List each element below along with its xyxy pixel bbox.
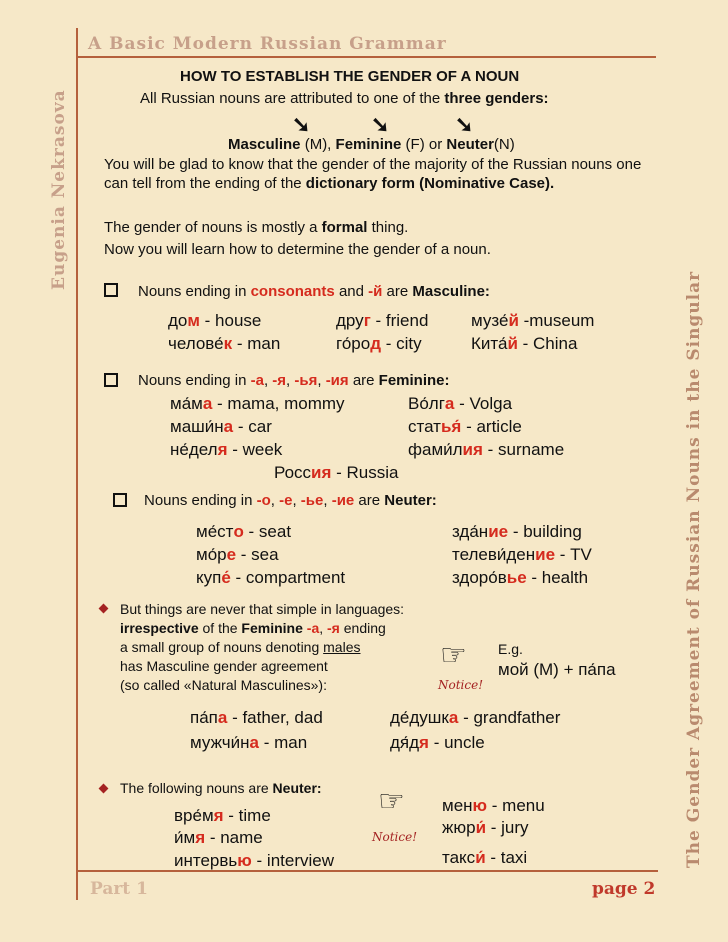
- gender-m-abbr: (M),: [300, 136, 336, 153]
- neuter-intro-bold: Neuter:: [272, 780, 322, 796]
- word-entry: [471, 311, 594, 331]
- learn-line: Now you will learn how to determine the gender of a noun.: [104, 241, 491, 258]
- word-stem: вре́м: [174, 806, 214, 825]
- word-ending: и́: [475, 818, 487, 837]
- exception-text: of the: [198, 620, 242, 636]
- word-stem: ма́м: [170, 394, 203, 413]
- word-stem: жюр: [442, 818, 476, 837]
- word-stem: здоро́в: [452, 568, 507, 587]
- intro-text: All Russian nouns are attributed to one of the: [140, 90, 445, 107]
- word-stem: интервь: [174, 851, 238, 870]
- word-stem: дру: [336, 311, 364, 330]
- word-gloss: - health: [526, 568, 589, 587]
- word-gloss: - mama, mommy: [212, 394, 345, 413]
- frame-top-line: [76, 56, 656, 58]
- word-ending: м: [187, 311, 200, 330]
- word-gloss: - TV: [555, 545, 592, 564]
- word-stem: дя́д: [390, 733, 420, 752]
- word-stem: де́душк: [390, 708, 449, 727]
- word-stem: музе́: [471, 311, 509, 330]
- rule-text: are: [348, 372, 379, 389]
- neuter-list-intro: [120, 779, 322, 798]
- word-gloss: - sea: [236, 545, 279, 564]
- word-entry: [170, 394, 345, 414]
- word-gloss: - week: [227, 440, 283, 459]
- word-gloss: - city: [381, 334, 422, 353]
- word-gloss: - uncle: [428, 733, 485, 752]
- word-gloss: - man: [232, 334, 281, 353]
- word-ending: ия: [311, 463, 332, 482]
- word-stem: ме́ст: [196, 522, 234, 541]
- word-entry: [170, 417, 272, 437]
- word-entry: [442, 796, 545, 816]
- word-gloss: - seat: [243, 522, 292, 541]
- rule-text: Nouns ending in: [138, 372, 251, 389]
- word-gloss: - car: [233, 417, 272, 436]
- word-entry: [168, 334, 280, 354]
- word-stem: Кита́: [471, 334, 508, 353]
- page-number: page 2: [592, 879, 656, 899]
- word-ending: ие: [535, 545, 556, 564]
- book-title: A Basic Modern Russian Grammar: [88, 34, 447, 54]
- word-ending: ю: [472, 796, 488, 815]
- frame-bottom-line: [76, 870, 658, 872]
- word-stem: такс: [442, 848, 476, 867]
- word-entry: [174, 851, 334, 871]
- word-ending: ие: [488, 522, 509, 541]
- gender-f-abbr: (F) or: [401, 136, 447, 153]
- word-stem: до: [168, 311, 188, 330]
- exception-bold: irrespective: [120, 620, 199, 636]
- word-ending: й: [508, 311, 519, 330]
- word-stem: и́м: [174, 828, 196, 847]
- rule-ending: -ие: [331, 492, 355, 509]
- word-ending: а: [223, 417, 234, 436]
- arrow-down-icon: ➘: [371, 112, 390, 137]
- example-phrase: мой (М) + па́па: [498, 660, 616, 679]
- exception-line-1: But things are never that simple in languages:: [120, 601, 405, 617]
- rule-ending: -я: [272, 372, 287, 389]
- side-chapter-title: The Gender Agreement of Russian Nouns in the Singular: [684, 270, 704, 868]
- rule-gender: Feminine:: [378, 372, 450, 389]
- word-ending: е: [226, 545, 237, 564]
- word-gloss: - grandfather: [458, 708, 561, 727]
- example-label: E.g.: [498, 641, 523, 657]
- word-gloss: - father, dad: [227, 708, 323, 727]
- word-stem: маши́н: [170, 417, 224, 436]
- word-gloss: - name: [205, 828, 263, 847]
- word-stem: куп: [196, 568, 222, 587]
- rule-text: ,: [286, 372, 295, 389]
- word-entry: [442, 818, 529, 838]
- word-entry: [442, 848, 527, 868]
- word-stem: стат: [408, 417, 441, 436]
- rule-gender: Masculine:: [412, 283, 490, 300]
- word-entry: [336, 334, 422, 354]
- author-name: Eugenia Nekrasova: [49, 89, 69, 290]
- word-ending: ье: [506, 568, 527, 587]
- intro-paragraph: [104, 155, 649, 193]
- exception-bold: Feminine: [241, 620, 303, 636]
- word-entry: [168, 311, 261, 331]
- formal-text: The gender of nouns is mostly a: [104, 219, 322, 236]
- exception-text: ,: [319, 620, 328, 636]
- rule-ending: -й: [368, 283, 383, 300]
- word-ending: г: [363, 311, 371, 330]
- rule-text: are: [382, 283, 413, 300]
- word-stem: Во́лг: [408, 394, 445, 413]
- rule-text: ,: [317, 372, 326, 389]
- word-ending: д: [370, 334, 381, 353]
- word-entry: [196, 522, 291, 542]
- exception-text: a small group of nouns denoting: [120, 639, 324, 655]
- exception-line-5: (so called «Natural Masculines»):: [120, 677, 327, 693]
- exception-line-4: has Masculine gender agreement: [120, 658, 328, 674]
- word-gloss: - taxi: [485, 848, 528, 867]
- word-gloss: - building: [508, 522, 582, 541]
- notice-label: Notice!: [438, 678, 484, 692]
- word-gloss: - Volga: [454, 394, 513, 413]
- word-ending: и́: [475, 848, 486, 867]
- notice-label: Notice!: [372, 830, 418, 844]
- rule-ending: consonants: [250, 283, 335, 300]
- feminine-rule: [138, 371, 450, 390]
- formal-tail: thing.: [367, 219, 409, 236]
- neuter-rule: [144, 491, 437, 510]
- word-stem: не́дел: [170, 440, 218, 459]
- word-stem: го́ро: [336, 334, 371, 353]
- checkbox-icon: [104, 283, 118, 297]
- word-gloss: - jury: [486, 818, 529, 837]
- gender-neuter: Neuter: [446, 136, 494, 153]
- intro-line: [140, 89, 549, 108]
- word-entry: [336, 311, 428, 331]
- rule-text: are: [354, 492, 385, 509]
- section-heading: HOW TO ESTABLISH THE GENDER OF A NOUN: [180, 68, 520, 85]
- word-gloss: - compartment: [230, 568, 346, 587]
- pointing-hand-icon: ☞: [440, 639, 467, 672]
- word-stem: Росс: [274, 463, 312, 482]
- diamond-bullet-icon: [99, 604, 109, 614]
- arrow-down-right-icon: ➘: [455, 112, 474, 137]
- rule-text: Nouns ending in: [138, 283, 251, 300]
- intro-bold: three genders:: [444, 90, 549, 107]
- word-stem: па́п: [190, 708, 218, 727]
- word-gloss: - surname: [482, 440, 565, 459]
- neuter-intro-text: The following nouns are: [120, 780, 273, 796]
- word-ending: е́: [221, 568, 231, 587]
- word-ending: ю: [237, 851, 252, 870]
- paragraph-text: You will be glad to know that the gender of the majority of the Russian nouns one can tell from the ending of the: [104, 156, 642, 192]
- paragraph-bold: dictionary form (Nominative Case).: [305, 175, 555, 192]
- word-entry: [174, 828, 263, 848]
- word-gloss: - Russia: [331, 463, 399, 482]
- pointing-hand-icon: ☞: [378, 785, 405, 818]
- word-gloss: - house: [199, 311, 262, 330]
- word-gloss: - man: [258, 733, 308, 752]
- checkbox-icon: [104, 373, 118, 387]
- word-ending: я: [195, 828, 206, 847]
- word-stem: телеви́ден: [452, 545, 536, 564]
- word-entry: [170, 440, 282, 460]
- word-ending: к: [223, 334, 233, 353]
- word-stem: мен: [442, 796, 473, 815]
- checkbox-icon: [113, 493, 127, 507]
- word-entry: [452, 545, 592, 565]
- word-ending: й: [507, 334, 518, 353]
- rule-text: ,: [323, 492, 332, 509]
- formal-bold: formal: [321, 219, 368, 236]
- rule-ending: -о: [256, 492, 271, 509]
- word-stem: мужчи́н: [190, 733, 250, 752]
- word-gloss: -museum: [518, 311, 595, 330]
- rule-gender: Neuter:: [384, 492, 437, 509]
- word-entry: [390, 733, 485, 753]
- word-entry: [196, 568, 345, 588]
- word-ending: а: [448, 708, 459, 727]
- exception-text: ending: [339, 620, 386, 636]
- word-entry: [196, 545, 279, 565]
- word-ending: я: [419, 733, 429, 752]
- exception-line-2: [120, 619, 386, 638]
- masculine-rule: [138, 282, 490, 301]
- word-entry: [452, 522, 582, 542]
- word-entry: [274, 463, 399, 483]
- word-entry: [408, 440, 564, 460]
- word-ending: а: [444, 394, 455, 413]
- word-ending: ия: [462, 440, 483, 459]
- word-gloss: - article: [461, 417, 522, 436]
- word-entry: [471, 334, 577, 354]
- word-entry: [174, 806, 271, 826]
- word-gloss: - friend: [370, 311, 429, 330]
- word-entry: [408, 394, 512, 414]
- rule-ending: -ья: [294, 372, 318, 389]
- word-gloss: - time: [223, 806, 271, 825]
- part-label: Part 1: [90, 879, 148, 899]
- exception-underlined: males: [323, 639, 361, 655]
- frame-vertical-line: [76, 28, 78, 900]
- exception-ending: -а: [302, 620, 320, 636]
- word-gloss: - interview: [251, 851, 334, 870]
- arrow-down-left-icon: ➘: [292, 112, 311, 137]
- rule-text: and: [334, 283, 369, 300]
- gender-n-abbr: (N): [493, 136, 515, 153]
- word-ending: о: [233, 522, 244, 541]
- formal-line: [104, 218, 408, 237]
- word-gloss: - menu: [487, 796, 545, 815]
- word-entry: [408, 417, 522, 437]
- word-ending: я: [213, 806, 224, 825]
- gender-feminine: Feminine: [335, 136, 402, 153]
- word-ending: я: [217, 440, 228, 459]
- word-gloss: - China: [517, 334, 578, 353]
- word-ending: ья́: [440, 417, 462, 436]
- word-stem: фами́л: [408, 440, 463, 459]
- exception-ending: -я: [327, 620, 340, 636]
- word-ending: а: [202, 394, 213, 413]
- rule-ending: -ье: [300, 492, 324, 509]
- genders-line: [228, 135, 515, 154]
- word-stem: мо́р: [196, 545, 227, 564]
- word-stem: зда́н: [452, 522, 489, 541]
- exception-line-3: [120, 638, 361, 657]
- rule-text: ,: [263, 372, 273, 389]
- rule-ending: -е: [279, 492, 293, 509]
- word-entry: [190, 708, 323, 728]
- gender-masculine: Masculine: [228, 136, 301, 153]
- rule-text: Nouns ending in: [144, 492, 257, 509]
- word-stem: челове́: [168, 334, 224, 353]
- word-entry: [452, 568, 588, 588]
- rule-text: ,: [292, 492, 301, 509]
- word-entry: [190, 733, 307, 753]
- word-ending: а: [249, 733, 259, 752]
- diamond-bullet-icon: [99, 784, 109, 794]
- rule-ending: -ия: [325, 372, 349, 389]
- rule-text: ,: [270, 492, 280, 509]
- rule-ending: -а: [250, 372, 264, 389]
- word-entry: [390, 708, 560, 728]
- word-ending: а: [217, 708, 228, 727]
